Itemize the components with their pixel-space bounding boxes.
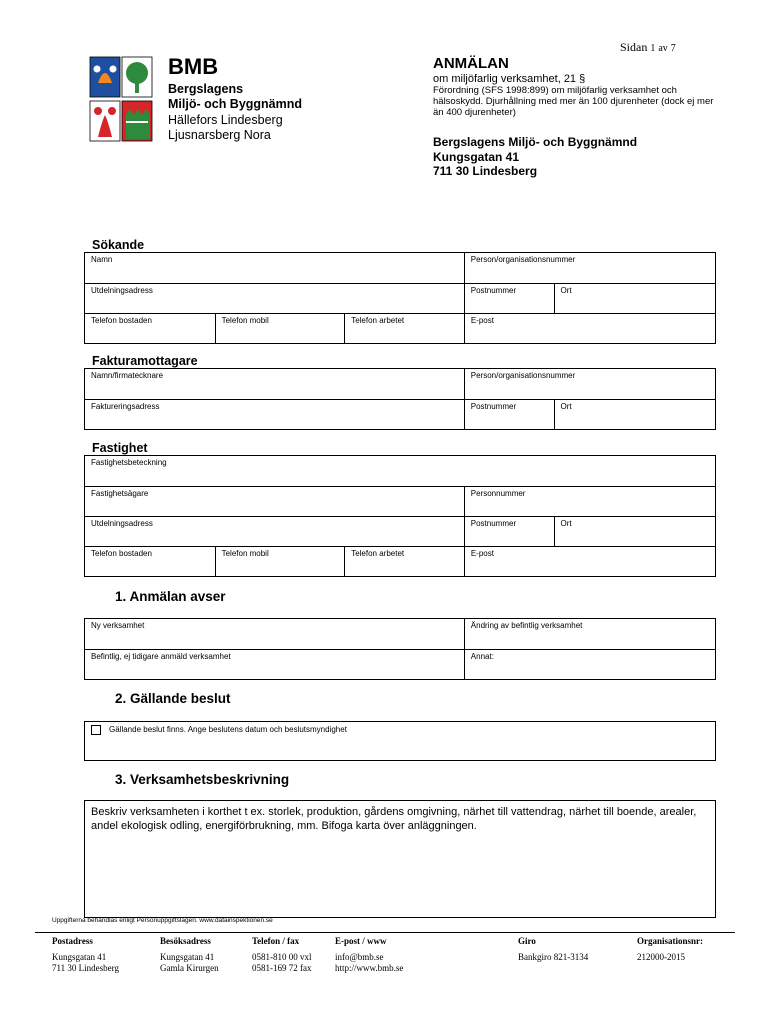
footer-telefon-heading: Telefon / fax — [252, 936, 300, 946]
field-befintlig-verksamhet[interactable]: Befintlig, ej tidigare anmäld verksamhet — [91, 652, 231, 661]
section-heading-fakturamottagare: Fakturamottagare — [92, 354, 198, 368]
section-heading-verksamhetsbeskrivning: 3. Verksamhetsbeskrivning — [115, 772, 290, 787]
field-fastighetsbeteckning[interactable]: Fastighetsbeteckning — [91, 458, 167, 467]
field-telefon-mobil[interactable]: Telefon mobil — [215, 314, 345, 343]
verksamhetsbeskrivning-form — [84, 800, 716, 918]
recipient-street: Kungsgatan 41 — [433, 150, 520, 164]
field-personnummer[interactable]: Personnummer — [464, 487, 715, 516]
footer-orgnr: 212000-2015 — [637, 952, 685, 962]
field-postnummer[interactable]: Postnummer — [464, 400, 554, 429]
footer-www-link[interactable]: http://www.bmb.se — [335, 963, 404, 973]
document-title: ANMÄLAN — [433, 55, 509, 72]
section-heading-anmalan-avser: 1. Anmälan avser — [115, 589, 226, 604]
footer-epost — [335, 952, 403, 974]
section-heading-sokande: Sökande — [92, 238, 145, 252]
section-heading-gallande-beslut: 2. Gällande beslut — [115, 691, 231, 706]
fakturamottagare-form — [84, 368, 716, 430]
footer-divider — [35, 932, 735, 933]
field-ort[interactable]: Ort — [554, 400, 716, 429]
field-fastighetsagare[interactable]: Fastighetsägare — [91, 489, 149, 498]
field-ny-verksamhet[interactable]: Ny verksamhet — [91, 621, 145, 630]
footer-telefon: 0581-810 00 vxl 0581-169 72 fax — [252, 952, 312, 973]
org-short-name: BMB — [168, 54, 219, 79]
field-utdelningsadress[interactable]: Utdelningsadress — [91, 519, 153, 528]
footer-postadress-heading: Postadress — [52, 936, 93, 946]
field-telefon-mobil[interactable]: Telefon mobil — [215, 547, 345, 576]
sokande-form — [84, 252, 716, 344]
field-epost[interactable]: E-post — [464, 547, 715, 576]
page-number: Sidan 1 av 7 — [620, 40, 676, 54]
footer-besoksadress-heading: Besöksadress — [160, 936, 211, 946]
org-name-line2: Miljö- och Byggnämnd — [168, 97, 303, 111]
gallande-beslut-form — [84, 721, 716, 761]
footer-epost-heading: E-post / www — [335, 936, 387, 946]
field-telefon-arbetet[interactable]: Telefon arbetet — [344, 547, 464, 576]
footer-giro-heading: Giro — [518, 936, 536, 946]
gallande-beslut-label: Gällande beslut finns. Ange beslutens datum och beslutsmyndighet — [109, 725, 347, 734]
gallande-beslut-checkbox[interactable] — [91, 725, 101, 735]
org-towns-line2: Ljusnarsberg Nora — [168, 128, 271, 142]
document-subtitle: om miljöfarlig verksamhet, 21 § — [433, 73, 586, 85]
field-namn[interactable]: Namn — [91, 255, 113, 264]
field-epost[interactable]: E-post — [464, 314, 715, 343]
field-namn-firmatecknare[interactable]: Namn/firmatecknare — [91, 371, 164, 380]
field-ort[interactable]: Ort — [554, 284, 716, 313]
recipient-name: Bergslagens Miljö- och Byggnämnd — [433, 135, 638, 149]
field-personnr[interactable]: Person/organisationsnummer — [464, 253, 715, 283]
field-annat[interactable]: Annat: — [464, 650, 715, 679]
footer-besoksadress: Kungsgatan 41 Gamla Kirurgen — [160, 952, 219, 973]
footer-email-link[interactable]: info@bmb.se — [335, 952, 384, 962]
field-andring-verksamhet[interactable]: Ändring av befintlig verksamhet — [464, 619, 715, 649]
org-towns-line1: Hällefors Lindesberg — [168, 113, 283, 127]
field-verksamhetsbeskrivning[interactable]: Beskriv verksamheten i korthet t ex. storlek, produktion, gårdens omgivning, närhet till vattendrag, närhet till boende, arealer, andel ekologisk odling, energiförbrukning, mm. Bifoga karta över anläggningen. — [91, 806, 697, 832]
field-faktureringsadress[interactable]: Faktureringsadress — [91, 402, 160, 411]
footer-postadress: Kungsgatan 41 711 30 Lindesberg — [52, 952, 119, 973]
org-name-line1: Bergslagens — [168, 82, 244, 96]
fastighet-form — [84, 455, 716, 577]
field-ort[interactable]: Ort — [554, 517, 716, 546]
footer-giro: Bankgiro 821-3134 — [518, 952, 589, 962]
anmalan-avser-form — [84, 618, 716, 680]
privacy-notice: Uppgifterna behandlas enligt Personuppgiftslagen. www.datainspektionen.se — [52, 917, 273, 924]
field-postnummer[interactable]: Postnummer — [464, 517, 554, 546]
section-heading-fastighet: Fastighet — [92, 441, 148, 455]
field-telefon-arbetet[interactable]: Telefon arbetet — [344, 314, 464, 343]
recipient-city: 711 30 Lindesberg — [433, 164, 538, 178]
field-telefon-bostaden[interactable]: Telefon bostaden — [91, 549, 152, 558]
municipal-shields-logo — [88, 55, 154, 143]
field-utdelningsadress[interactable]: Utdelningsadress — [91, 286, 153, 295]
footer-orgnr-heading: Organisationsnr: — [637, 936, 704, 946]
document-regulation: Förordning (SFS 1998:899) om miljöfarlig verksamhet och hälsoskydd. Djurhållning med mer än 100 djurenheter (dock ej mer än 400 djurenheter) — [433, 85, 714, 118]
field-telefon-bostaden[interactable]: Telefon bostaden — [91, 316, 152, 325]
field-postnummer[interactable]: Postnummer — [464, 284, 554, 313]
field-personnr[interactable]: Person/organisationsnummer — [464, 369, 715, 399]
